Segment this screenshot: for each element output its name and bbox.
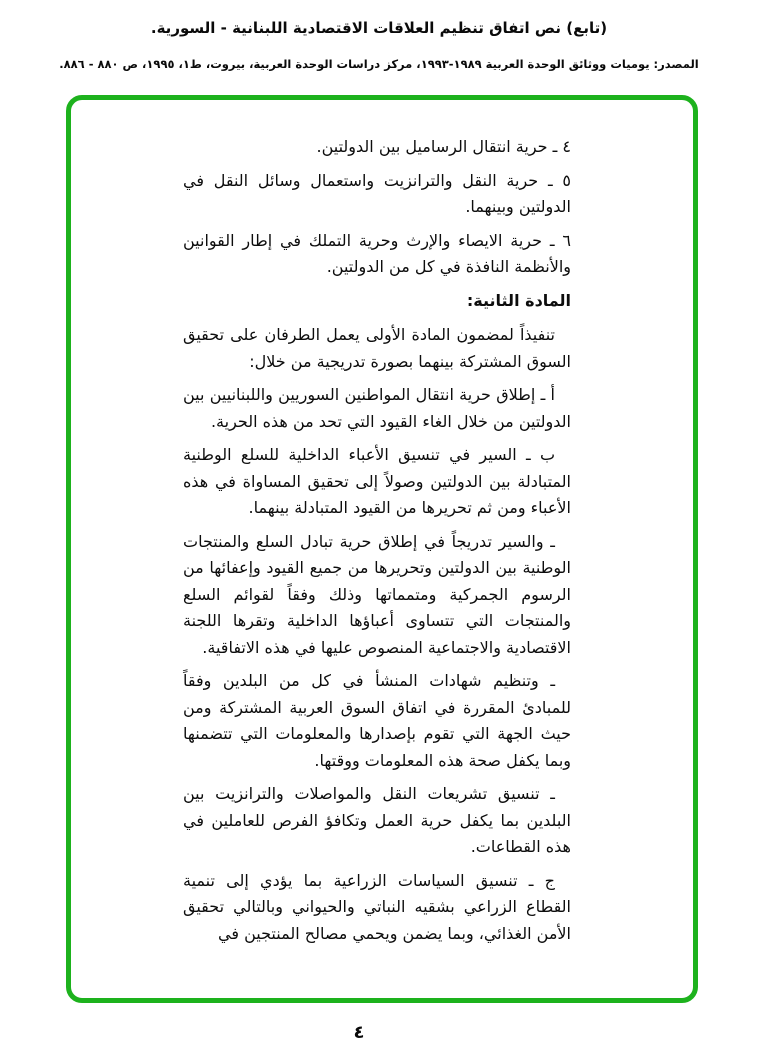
article-two-heading: المادة الثانية:: [466, 290, 571, 310]
item-a: أ ـ إطلاق حرية انتقال المواطنين السوريين واللبنانيين بين الدولتين من خلال الغاء القيود التي تحد من هذه الحرية.: [183, 385, 571, 431]
item-b-dash-1: ـ والسير تدريجاً في إطلاق حرية تبادل السلع والمنتجات الوطنية بين الدولتين وتحريرها من جميع القيود وإعفائها من الرسوم الجمركية ومتمماتها وذلك وفقاً لقوائم السلع والمنتجات التي تتساوى أعباؤها الداخلية وتقرها اللجنة الاقتصادية والاجتماعية المنصوص عليها في هذه الاتفاقية.: [183, 531, 571, 657]
document-title: (تابع) نص اتفاق تنظيم العلاقات الاقتصادية اللبنانية - السورية.: [150, 19, 608, 37]
item-c: ج ـ تنسيق السياسات الزراعية بما يؤدي إلى تنمية القطاع الزراعي بشقيه النباتي والحيواني وبالتالي تحقيق الأمن الغذائي، وبما يضمن ويحمي مصالح المنتجين في: [183, 870, 571, 943]
document-source-citation: المصدر: يوميات ووثائق الوحدة العربية ١٩٨٩-١٩٩٣، مركز دراسات الوحدة العربية، بيروت، ط١، ١٩٩٥، ص ٨٨٠ - ٨٨٦.: [59, 57, 699, 71]
clause-5: ٥ ـ حرية النقل والترانزيت واستعمال وسائل النقل في الدولتين وبينهما.: [183, 170, 571, 216]
article-two-intro: تنفيذاً لمضمون المادة الأولى يعمل الطرفان على تحقيق السوق المشتركة بينهما بصورة تدريجية من خلال:: [183, 325, 571, 371]
document-body-text: [183, 134, 571, 954]
item-b-dash-2: ـ وتنظيم شهادات المنشأ في كل من البلدين وفقاً للمبادئ المقررة في اتفاق السوق العربية المشتركة ومن حيث الجهة التي تقوم بإصدارها والمعلومات التي تتضمنها وبما يكفل صحة هذه المعلومات ووقتها.: [183, 671, 571, 770]
item-b: ب ـ السير في تنسيق الأعباء الداخلية للسلع الوطنية المتبادلة بين الدولتين وصولاً إلى تحقيق المساواة في هذه الأعباء ومن ثم تحريرها من القيود المتبادلة بينهما.: [183, 445, 571, 517]
clause-4: ٤ ـ حرية انتقال الرساميل بين الدولتين.: [316, 137, 571, 156]
clause-6: ٦ ـ حرية الايصاء والإرث وحرية التملك في إطار القوانين والأنظمة النافذة في كل من الدولتين.: [183, 230, 571, 276]
item-b-dash-3: ـ تنسيق تشريعات النقل والمواصلات والترانزيت بين البلدين بما يكفل حرية العمل وتكافؤ الفرص للعاملين في هذه القطاعات.: [183, 784, 571, 856]
page-number: ٤: [353, 1022, 365, 1043]
